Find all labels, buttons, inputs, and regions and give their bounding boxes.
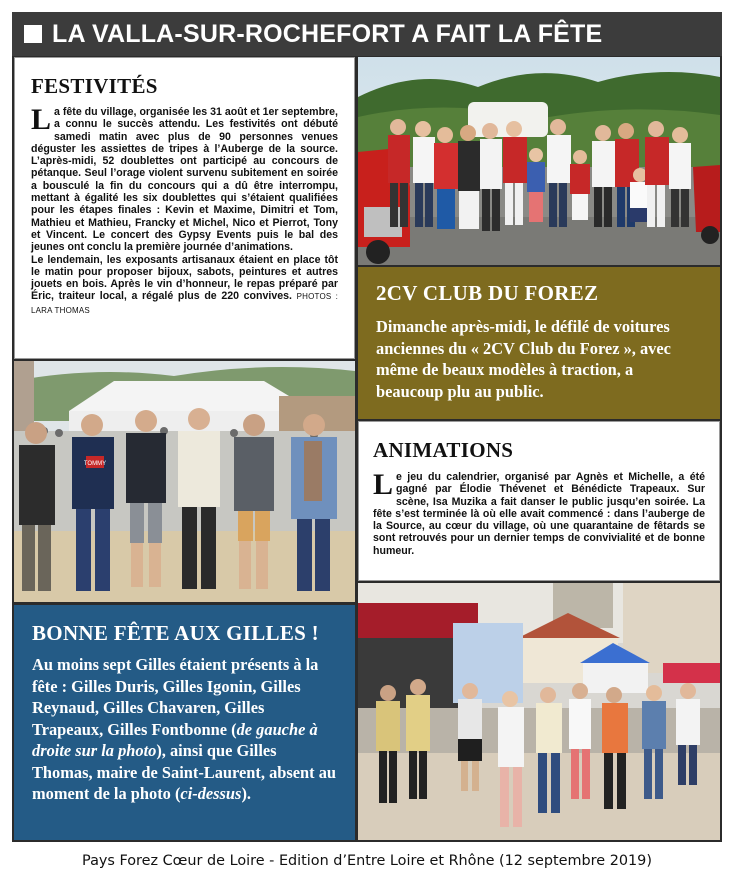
page-footer: Pays Forez Cœur de Loire - Edition d’Entre Loire et Rhône (12 septembre 2019) — [82, 853, 652, 869]
festivites-para2: Le lendemain, les exposants artisanaux étaient en place tôt le matin pour proposer bijoux, sabots, peintures et autres jouets en bois. Après le vin d’honneur, le repas préparé par Éric, traiteur local, a régalé plus de 220 convives. — [31, 253, 338, 303]
gilles-group-photo-image — [14, 361, 355, 602]
gilles-text-e: ). — [241, 784, 251, 803]
animations-text: e jeu du calendrier, organisé par Agnès et Michelle, a été gagné par Élodie Thévenet et Bénédicte Trapeaux. Sur scène, Isa Muzika a fait danser le public jusqu’en soirée. La fête s’est terminée là où elle avait commencé : dans l’auberge de la Source, au cœur du village, où une quarantaine de fêtards se sont retrouvés pour un dernier temps de convivialité et de bonne humeur. — [373, 471, 705, 557]
header-square-icon — [24, 25, 42, 43]
animations-dropcap: L — [373, 468, 394, 501]
gilles-text-a: Au moins sept Gilles étaient présents à la fête : Gilles Duris, Gilles Igonin, Gilles Reynaud, Gilles Chavaren, Gilles Trapeaux, Gilles Fontbonne ( — [32, 655, 319, 739]
gilles-text-d: ci-dessus — [180, 784, 242, 803]
newspaper-page — [12, 12, 722, 842]
festivites-para1: a fête du village, organisée les 31 août et 1er septembre, a connu le succès attendu. Les festivités ont débuté samedi matin avec plus de 90 personnes venues déguster les assiettes de tripes à l’Auberge de la source. L’après-midi, 52 doublettes ont participé au concours de pétanque. Seul l’orage violent survenu subitement en soirée a bousculé la fin du concours qui a dû être interrompu, mettant à égalité les six doublettes qui s’étaient qualifiées pour les étapes finales : Kevin et Maxime, Dimitri et Tom, Mathieu et Mathieu, Francky et Michel, Nico et Pierrot, Tony et Vincent. Le concert des Gypsy Events puis le bal des jeunes ont conclu la première journée d’animations. — [31, 106, 338, 254]
tshirt-label: TOMMY — [83, 461, 107, 467]
animations-body — [373, 468, 705, 557]
photo-credit: PHOTOS : LARA THOMAS — [31, 292, 338, 315]
club-2cv-article — [358, 267, 720, 419]
gilles-article — [14, 605, 355, 840]
dancing-photo-image — [358, 583, 720, 840]
club-2cv-text: Dimanche après-midi, le défilé de voitures anciennes du « 2CV Club du Forez », avec même de beaux modèles à traction, a beaucoup plu au public. — [376, 317, 671, 401]
festivites-article — [14, 57, 355, 359]
gilles-group-photo — [14, 361, 355, 602]
page-title: LA VALLA-SUR-ROCHEFORT A FAIT LA FÊTE — [52, 19, 603, 48]
festivites-dropcap: L — [31, 103, 52, 136]
club-group-photo — [358, 57, 720, 265]
dancing-photo — [358, 583, 720, 840]
festivites-title: FESTIVITÉS — [31, 74, 158, 98]
page-header — [12, 12, 722, 56]
club-group-photo-image — [358, 57, 720, 265]
gilles-text — [32, 654, 339, 805]
animations-article — [358, 421, 720, 581]
gilles-title: BONNE FÊTE AUX GILLES ! — [32, 621, 319, 645]
gilles-text-c: ), ainsi que Gilles Thomas, maire de Saint-Laurent, absent au moment de la photo ( — [32, 741, 337, 803]
animations-title: ANIMATIONS — [373, 438, 514, 462]
gilles-text-b: de gauche à droite sur la photo — [32, 719, 318, 760]
club-2cv-title: 2CV CLUB DU FOREZ — [376, 281, 599, 305]
festivites-body — [31, 103, 338, 317]
